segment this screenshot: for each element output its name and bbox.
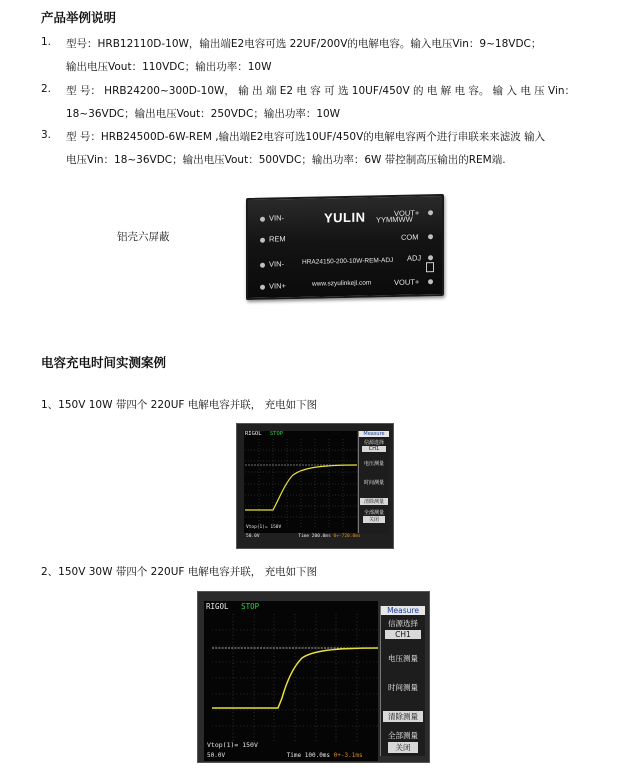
case-1-caption: 1、150V 10W 带四个 220UF 电解电容并联， 充电如下图	[41, 399, 318, 411]
module-website: www.szyulinkeji.com	[312, 279, 372, 288]
item-number: 1.	[41, 36, 52, 48]
module-photo	[246, 194, 444, 300]
menu-item: 清除测量	[360, 498, 388, 505]
pin-label: COM	[401, 232, 419, 242]
section-title-examples: 产品举例说明	[41, 10, 117, 25]
oscilloscope-screenshot-1	[236, 423, 394, 549]
menu-item: 信源选择	[363, 440, 384, 446]
menu-item: 时间测量	[388, 683, 418, 692]
pin-label: REM	[269, 234, 286, 244]
pin-label: VOUT+	[394, 208, 420, 218]
scope-ch-scale: 50.0V	[246, 534, 260, 539]
case-2-caption: 2、150V 30W 带四个 220UF 电解电容并联， 充电如下图	[41, 566, 318, 578]
scope-trigger: 0+-720.0ms	[333, 534, 361, 539]
pin-label: VIN-	[269, 213, 284, 223]
scope-vtop: Vtop(1)= 150V	[246, 525, 282, 530]
scope-trigger: 0+-3.1ms	[333, 752, 363, 759]
scope-timebase: Time 100.0ms	[286, 752, 331, 759]
scope-menu	[380, 606, 425, 756]
scope-timebase: Time 200.0ms	[298, 534, 331, 539]
scope-brand: RIGOL	[206, 602, 229, 611]
menu-item: 电压测量	[388, 654, 418, 663]
item-1-line-1: 型号：HRB12110D-10W，输出端E2电容可选 22UF/200V的电解电容。输入电压Vin：9~18VDC；	[66, 38, 542, 50]
pin-label: VIN+	[269, 281, 286, 291]
scope-ch-scale: 50.0V	[207, 752, 226, 759]
scope-status: STOP	[269, 431, 284, 437]
item-number: 2.	[41, 83, 52, 95]
menu-header: Measure	[381, 606, 425, 615]
pin-label: VOUT+	[394, 277, 420, 287]
pin-label: ADJ	[407, 253, 422, 263]
module-brand: YULIN	[324, 209, 366, 226]
menu-item: CH1	[385, 630, 421, 639]
scope-status: STOP	[241, 602, 260, 611]
menu-header: Measure	[359, 431, 389, 437]
item-3-line-2: 电压Vin：18~36VDC；输出电压Vout：500VDC；输出功率：6W 带控制高压输出的REM端.	[66, 154, 506, 166]
scope-grid	[245, 439, 357, 529]
scope-menu	[358, 431, 389, 533]
item-2-line-2: 18~36VDC；输出电压Vout：250VDC；输出功率：10W	[66, 108, 341, 120]
scope-vtop: Vtop(1)= 150V	[207, 741, 258, 749]
scope-grid	[212, 614, 378, 742]
menu-item: 关闭	[388, 742, 418, 753]
item-number: 3.	[41, 129, 52, 141]
shield-caption: 铝壳六屏蔽	[117, 231, 170, 243]
section-title-charge-test: 电容充电时间实测案例	[41, 355, 167, 370]
item-3-line-1: 型 号：HRB24500D-6W-REM ,输出端E2电容可选10UF/450V的电解电容两个进行串联来来滤波 输入	[66, 131, 546, 143]
menu-item: 全部测量	[363, 510, 384, 516]
menu-item: 电压测量	[363, 461, 384, 467]
item-1-line-2: 输出电压Vout：110VDC；输出功率：10W	[66, 61, 272, 73]
oscilloscope-screenshot-2	[197, 591, 430, 763]
menu-item: 信源选择	[388, 619, 418, 628]
item-2-line-1: 型 号： HRB24200~300D-10W， 输 出 端 E2 电 容 可 选 10UF/450V 的 电 解 电 容。 输 入 电 压 Vin：	[66, 85, 576, 97]
menu-item: 关闭	[363, 516, 385, 523]
module-date-code: YYMMWW	[376, 214, 413, 225]
pin-label: VIN-	[269, 259, 284, 269]
menu-item: CH1	[362, 446, 386, 452]
menu-item: 清除测量	[383, 711, 423, 722]
menu-item: 时间测量	[363, 480, 384, 486]
module-part-number: HRA24150-200-10W-REM-ADJ	[302, 256, 394, 266]
scope-brand: RIGOL	[245, 431, 262, 437]
menu-item: 全部测量	[388, 731, 418, 740]
